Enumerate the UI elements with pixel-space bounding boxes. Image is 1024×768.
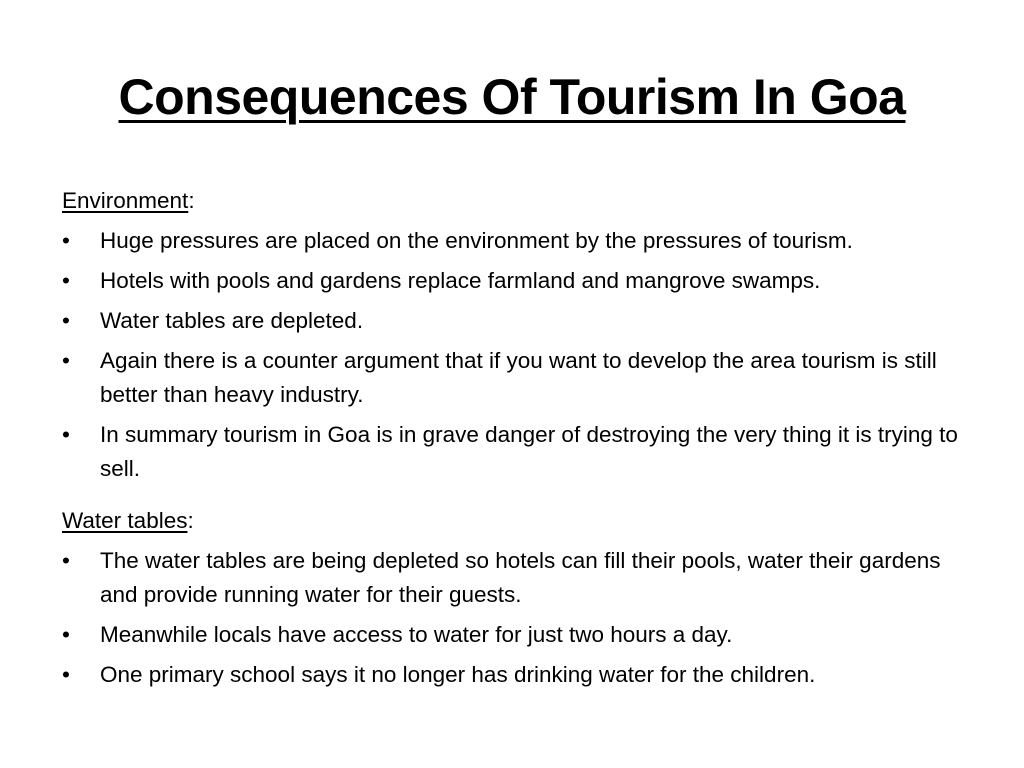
bullet-icon: • xyxy=(62,422,70,447)
list-item-text: Huge pressures are placed on the environment by the pressures of tourism. xyxy=(100,228,853,253)
list-item-text: Meanwhile locals have access to water for just two hours a day. xyxy=(100,622,733,647)
bullet-icon: • xyxy=(62,662,70,687)
section-heading-colon: : xyxy=(188,188,195,213)
list-item xyxy=(62,618,962,652)
bullet-icon: • xyxy=(62,348,70,373)
list-item-text: Water tables are depleted. xyxy=(100,308,364,333)
bullet-icon: • xyxy=(62,268,70,293)
environment-bullet-list xyxy=(62,224,962,486)
section-heading-colon: : xyxy=(187,508,194,533)
section-heading-text: Environment xyxy=(62,188,189,213)
section-heading-text: Water tables xyxy=(62,508,188,533)
water-tables-bullet-list xyxy=(62,544,962,692)
slide-title: Consequences Of Tourism In Goa xyxy=(118,69,906,125)
list-item xyxy=(62,658,962,692)
section-heading-environment xyxy=(62,184,962,218)
list-item-text: One primary school says it no longer has drinking water for the children. xyxy=(100,662,816,687)
section-heading-water-tables xyxy=(62,504,962,538)
list-item xyxy=(62,544,962,612)
list-item xyxy=(62,264,962,298)
list-item-text: Hotels with pools and gardens replace farmland and mangrove swamps. xyxy=(100,268,821,293)
list-item xyxy=(62,224,962,258)
list-item xyxy=(62,304,962,338)
slide-content xyxy=(62,184,962,698)
bullet-icon: • xyxy=(62,548,70,573)
bullet-icon: • xyxy=(62,228,70,253)
bullet-icon: • xyxy=(62,308,70,333)
list-item xyxy=(62,418,962,486)
list-item-text: The water tables are being depleted so hotels can fill their pools, water their gardens and provide running water for their guests. xyxy=(100,548,941,607)
list-item-text: Again there is a counter argument that if you want to develop the area tourism is still better than heavy industry. xyxy=(100,348,937,407)
bullet-icon: • xyxy=(62,622,70,647)
list-item-text: In summary tourism in Goa is in grave danger of destroying the very thing it is trying to sell. xyxy=(100,422,958,481)
list-item xyxy=(62,344,962,412)
